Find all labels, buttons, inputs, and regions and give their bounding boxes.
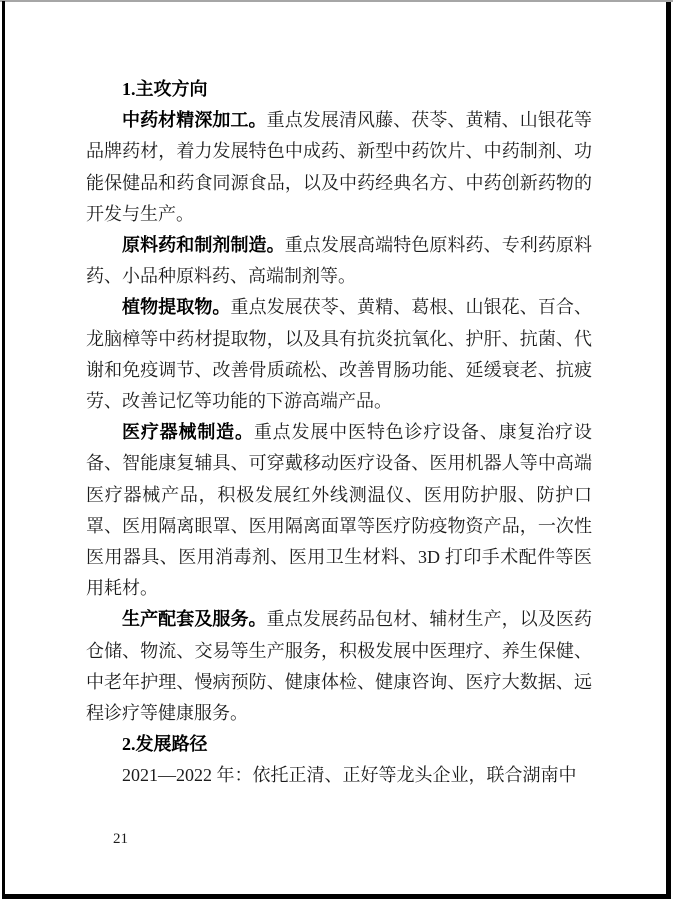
paragraph-support-services-body: 重点发展药品包材、辅材生产，以及医药仓储、物流、交易等生产服务，积极发展中医理疗、养生保健、中老年护理、慢病预防、健康体检、健康咨询、医疗大数据、远程诊疗等健康服务。	[86, 609, 592, 724]
page-number: 21	[113, 831, 128, 847]
paragraph-medical-devices	[86, 417, 592, 604]
section-2-heading: 2.发展路径	[122, 734, 208, 755]
page-border-top	[0, 0, 673, 2]
paragraph-tcm-processing	[86, 105, 592, 230]
section-1-heading: 1.主攻方向	[122, 79, 208, 99]
paragraph-tcm-processing-lead: 中药材精深加工。	[122, 110, 267, 131]
paragraph-api-manufacturing	[86, 230, 592, 292]
paragraph-plant-extracts-lead: 植物提取物。	[122, 297, 231, 318]
paragraph-plant-extracts-body: 重点发展茯苓、黄精、葛根、山银花、百合、龙脑樟等中药材提取物，以及具有抗炎抗氧化、护肝、抗菌、代谢和免疫调节、改善骨质疏松、改善胃肠功能、延缓衰老、抗疲劳、改善记忆等功能的下游高端产品。	[86, 297, 593, 412]
paragraph-medical-devices-body: 重点发展中医特色诊疗设备、康复治疗设备、智能康复辅具、可穿戴移动医疗设备、医用机器人等中高端医疗器械产品，积极发展红外线测温仪、医用防护服、防护口罩、医用隔离眼罩、医用隔离面罩等医疗防疫物资产品，一次性医用器具、医用消毒剂、医用卫生材料、3D 打印手术配件等医用耗材。	[86, 422, 593, 599]
page-border-right	[666, 2, 671, 899]
paragraph-development-path	[86, 760, 592, 791]
text-area	[86, 74, 592, 792]
paragraph-api-manufacturing-lead: 原料药和制剂制造。	[122, 235, 285, 256]
page-border-left	[2, 1, 5, 898]
page-border-bottom	[2, 894, 671, 899]
paragraph-support-services	[86, 604, 592, 729]
paragraph-plant-extracts	[86, 292, 592, 417]
paragraph-medical-devices-lead: 医疗器械制造。	[122, 422, 254, 443]
paragraph-api-manufacturing-body: 重点发展高端特色原料药、专利药原料药、小品种原料药、高端制剂等。	[86, 235, 593, 287]
paragraph-development-path-body: 2021—2022 年：依托正清、正好等龙头企业，联合湖南中	[122, 765, 577, 786]
paragraph-tcm-processing-body: 重点发展清风藤、茯苓、黄精、山银花等品牌药材，着力发展特色中成药、新型中药饮片、中药制剂、功能保健品和药食同源食品，以及中药经典名方、中药创新药物的开发与生产。	[86, 110, 592, 224]
paragraph-support-services-lead: 生产配套及服务。	[122, 609, 267, 630]
